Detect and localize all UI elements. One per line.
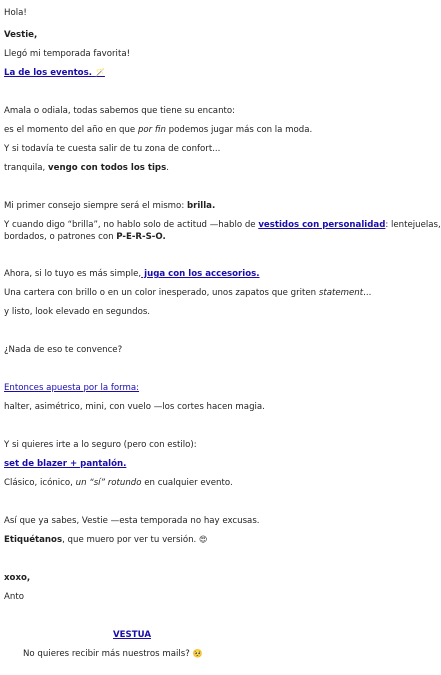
classic-text-b: en cualquier evento. [141,478,233,488]
paragraph-shine-cont [4,232,396,244]
paragraph-first-tip [4,201,396,213]
moment-text-a: es el momento del año en que [4,125,138,135]
signoff [4,573,396,585]
recipient-name [4,30,396,42]
accessories-link[interactable]: juga con los accesorios. [141,269,260,279]
calm-bold: vengo con todos los tips [48,163,167,173]
events-link[interactable] [4,68,105,78]
dresses-link[interactable]: vestidos con personalidad [258,220,386,230]
calm-text-a: tranquila, [4,163,49,173]
calm-text-c: . [166,163,169,173]
bag-emphasis: statement [318,288,364,298]
shine-bold: P-E-R-S-O. [116,232,166,242]
unsubscribe-text[interactable]: No quieres recibir más nuestros mails? [23,649,193,659]
bag-text-b: ... [363,288,372,298]
paragraph-safe: Y si quieres irte a lo seguro (pero con estilo): [4,440,197,450]
paragraph-simple [4,269,396,281]
paragraph-calm [4,163,396,175]
events-link-label: La de los eventos. [4,68,92,78]
paragraph-blazer [4,459,396,471]
paragraph-classic [4,478,396,490]
first-tip-bold: brilla. [186,201,216,211]
simple-text: Ahora, si lo tuyo es más simple, [4,269,142,279]
tag-bold: Etiquétanos [4,535,63,545]
footer-brand [0,630,264,642]
paragraph-excuses: Así que ya sabes, Vestie —esta temporada no hay excusas. [4,516,260,526]
signoff-text: xoxo, [4,573,31,583]
paragraph-bag [4,288,396,300]
greeting: Hola! [4,8,27,18]
paragraph-shape [4,383,396,395]
moment-text-b: podemos jugar más con la moda. [165,125,313,135]
paragraph-comfort: Y si todavía te cuesta salir de tu zona de confort... [4,144,221,154]
paragraph-shapes: halter, asimétrico, mini, con vuelo —los cortes hacen magia. [4,402,265,412]
shine-text-c: bordados, o patrones con [4,232,117,242]
signature: Anto [4,592,24,602]
paragraph-shine [4,220,441,232]
blazer-link[interactable]: set de blazer + pantalón. [4,459,127,469]
shine-text-a: Y cuando digo “brilla”, no hablo solo de actitud —hablo de [4,220,259,230]
paragraph-none: ¿Nada de eso te convence? [4,345,123,355]
paragraph-season: Llegó mi temporada favorita! [4,49,131,59]
shine-text-b: : lentejuelas, [385,220,441,230]
classic-emphasis: un “sí” rotundo [75,478,142,488]
tag-text: , que muero por ver tu versión. [62,535,200,545]
unsubscribe-line [23,649,203,661]
classic-text-a: Clásico, icónico, [4,478,76,488]
first-tip-text: Mi primer consejo siempre será el mismo: [4,201,187,211]
heart-eyes-icon: 😍 [199,535,208,544]
recipient-name-text: Vestie, [4,30,38,40]
paragraph-love: Amala o odiala, todas sabemos que tiene su encanto: [4,106,236,116]
paragraph-events [4,68,396,80]
moment-emphasis: por fin [137,125,166,135]
bag-text-a: Una cartera con brillo o en un color inesperado, unos zapatos que griten [4,288,319,298]
paragraph-done: y listo, look elevado en segundos. [4,307,151,317]
shape-link[interactable]: Entonces apuesta por la forma: [4,383,140,393]
paragraph-tag [4,535,396,547]
paragraph-moment [4,125,396,137]
brand-link[interactable]: VESTUA [113,630,151,640]
pleading-face-icon: 🥺 [192,649,203,658]
sparkle-icon: 🪄 [94,68,105,77]
